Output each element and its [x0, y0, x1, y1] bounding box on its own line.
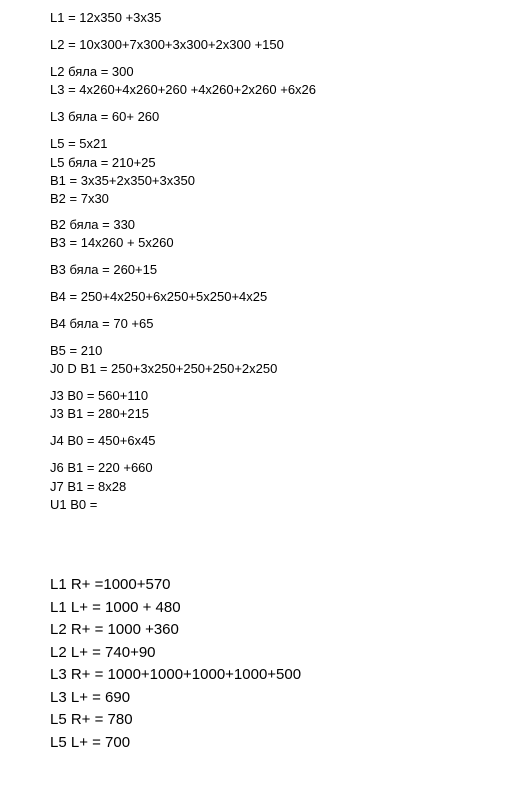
note-line: J6 B1 = 220 +660: [50, 460, 153, 475]
note-line: J4 B0 = 450+6x45: [50, 433, 156, 448]
note-line: L2 = 10x300+7x300+3x300+2x300 +150: [50, 37, 284, 52]
note-line: B5 = 210: [50, 343, 103, 358]
note-line: J7 B1 = 8x28: [50, 479, 127, 494]
note-line: B4 бяла = 70 +65: [50, 316, 154, 331]
note-line: J3 B0 = 560+110: [50, 388, 149, 403]
note-line-large: L1 L+ = 1000 + 480: [50, 599, 181, 616]
note-line: U1 B0 =: [50, 497, 98, 512]
note-line: L1 = 12x350 +3x35: [50, 10, 162, 25]
note-line-large: L2 L+ = 740+90: [50, 644, 156, 661]
note-line: B3 бяла = 260+15: [50, 262, 158, 277]
note-line: B3 = 14x260 + 5x260: [50, 235, 174, 250]
note-line: B1 = 3x35+2x350+3x350: [50, 173, 195, 188]
note-line-large: L5 L+ = 700: [50, 734, 131, 751]
note-line-large: L2 R+ = 1000 +360: [50, 621, 179, 638]
note-line: L3 = 4x260+4x260+260 +4x260+2x260 +6x26: [50, 82, 317, 97]
note-line: B2 бяла = 330: [50, 217, 136, 232]
note-line: B2 = 7x30: [50, 191, 109, 206]
note-line-large: L1 R+ =1000+570: [50, 576, 171, 593]
note-line: J0 D B1 = 250+3x250+250+250+2x250: [50, 361, 278, 376]
note-line: L5 бяла = 210+25: [50, 155, 156, 170]
note-line: L3 бяла = 60+ 260: [50, 109, 160, 124]
note-line: L2 бяла = 300: [50, 64, 134, 79]
note-line-large: L5 R+ = 780: [50, 711, 133, 728]
note-line: J3 B1 = 280+215: [50, 406, 150, 421]
note-line-large: L3 R+ = 1000+1000+1000+1000+500: [50, 666, 302, 683]
note-line: B4 = 250+4x250+6x250+5x250+4x25: [50, 289, 268, 304]
note-line: L5 = 5x21: [50, 136, 108, 151]
note-line-large: L3 L+ = 690: [50, 689, 131, 706]
